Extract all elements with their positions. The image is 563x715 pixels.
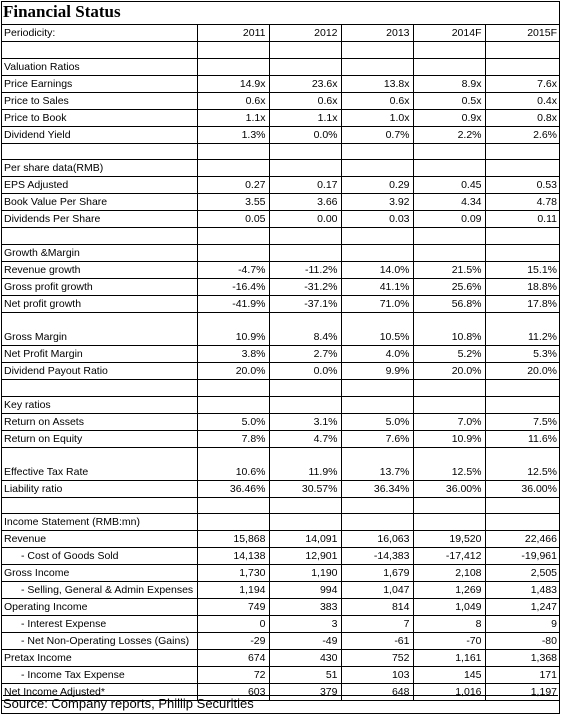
section-title: Key ratios [1,396,197,413]
row-value: 7.0% [413,413,485,430]
row-value: 20.0% [485,362,560,379]
row-value: -19,961 [485,548,560,565]
row-label: Net Profit Margin [1,345,197,362]
row-value: 3.66 [269,194,341,211]
row-value: 7.8% [197,430,269,447]
row-value: 36.00% [413,480,485,497]
row-value: 674 [197,650,269,667]
spacer-row [1,228,560,245]
row-value: 72 [197,667,269,684]
table-row [1,261,560,278]
row-value: 13.8x [341,75,413,92]
row-label: Return on Equity [1,430,197,447]
table-row [1,531,560,548]
row-value: 1,730 [197,565,269,582]
row-value: 4.7% [269,430,341,447]
spacer-row [1,42,560,59]
row-value: 9.9% [341,362,413,379]
table-row [1,413,560,430]
spacer-row [1,312,560,329]
row-label: Liability ratio [1,480,197,497]
row-value: 4.78 [485,194,560,211]
row-value: 10.9% [197,329,269,346]
row-value: -49 [269,633,341,650]
table-row [1,464,560,481]
row-value: 8.4% [269,329,341,346]
row-value: 0 [197,616,269,633]
row-value: 4.0% [341,345,413,362]
row-value: 0.53 [485,177,560,194]
row-label: Net profit growth [1,295,197,312]
row-value: 36.00% [485,480,560,497]
row-value: 14,091 [269,531,341,548]
row-value: 1,161 [413,650,485,667]
table-row [1,633,560,650]
row-value: 0.6x [197,92,269,109]
row-label: - Income Tax Expense [1,667,197,684]
row-value: 10.5% [341,329,413,346]
row-value: -17,412 [413,548,485,565]
row-value: -4.7% [197,261,269,278]
row-value: 12,901 [269,548,341,565]
row-label: Return on Assets [1,413,197,430]
table-row [1,480,560,497]
table-row [1,548,560,565]
table-row [1,565,560,582]
section-header-row [1,244,560,261]
row-value: 814 [341,599,413,616]
row-value: 5.0% [341,413,413,430]
row-value: 2.6% [485,126,560,143]
table-row [1,75,560,92]
row-value: -70 [413,633,485,650]
row-label: Revenue growth [1,261,197,278]
row-value: 1,190 [269,565,341,582]
row-value: 0.6x [341,92,413,109]
year-header: 2015F [485,25,560,42]
row-value: 22,466 [485,531,560,548]
row-value: 19,520 [413,531,485,548]
row-value: 0.0% [269,362,341,379]
row-label: Pretax Income [1,650,197,667]
section-header-row [1,514,560,531]
row-value: 36.34% [341,480,413,497]
row-value: 0.11 [485,211,560,228]
spacer-row [1,379,560,396]
row-value: 379 [269,684,341,701]
row-value: 10.9% [413,430,485,447]
row-value: -37.1% [269,295,341,312]
row-label: - Net Non-Operating Losses (Gains) [1,633,197,650]
year-header: 2011 [197,25,269,42]
row-value: 0.7% [341,126,413,143]
table-row [1,194,560,211]
row-value: 383 [269,599,341,616]
spacer-row [1,447,560,464]
table-row [1,177,560,194]
row-value: 1,016 [413,684,485,701]
section-title: Per share data(RMB) [1,160,197,177]
row-value: 2.7% [269,345,341,362]
header-row [1,25,560,42]
spacer-row [1,143,560,160]
row-value: 3.55 [197,194,269,211]
row-label: Gross profit growth [1,278,197,295]
row-value: 15.1% [485,261,560,278]
row-value: 1,047 [341,582,413,599]
row-label: Price Earnings [1,75,197,92]
row-value: 11.6% [485,430,560,447]
row-value: -80 [485,633,560,650]
row-value: 0.5x [413,92,485,109]
row-value: 8 [413,616,485,633]
table-row [1,295,560,312]
row-value: 2,505 [485,565,560,582]
row-value: 9 [485,616,560,633]
row-value: 12.5% [413,464,485,481]
row-value: 1.1x [269,109,341,126]
table-row [1,616,560,633]
row-value: 5.2% [413,345,485,362]
section-title: Valuation Ratios [1,58,197,75]
row-value: 0.4x [485,92,560,109]
row-label: Revenue [1,531,197,548]
table-row [1,582,560,599]
table-row [1,430,560,447]
table-row [1,329,560,346]
section-header-row [1,396,560,413]
row-value: 3.1% [269,413,341,430]
row-label: Effective Tax Rate [1,464,197,481]
table-row [1,126,560,143]
row-value: 5.0% [197,413,269,430]
row-value: 1,197 [485,684,560,701]
row-label: Price to Book [1,109,197,126]
row-value: 3.8% [197,345,269,362]
row-label: Dividend Payout Ratio [1,362,197,379]
table-row [1,599,560,616]
row-value: 2,108 [413,565,485,582]
row-value: 1,049 [413,599,485,616]
row-value: 0.05 [197,211,269,228]
row-value: 3 [269,616,341,633]
row-value: 51 [269,667,341,684]
row-value: 749 [197,599,269,616]
row-label: Gross Income [1,565,197,582]
row-value: 7.6x [485,75,560,92]
row-value: 0.8x [485,109,560,126]
row-value: -14,383 [341,548,413,565]
table-row [1,667,560,684]
row-value: -41.9% [197,295,269,312]
row-value: 17.8% [485,295,560,312]
row-value: 20.0% [197,362,269,379]
row-label: Dividends Per Share [1,211,197,228]
financial-status-table [1,24,560,701]
row-value: 1,368 [485,650,560,667]
row-value: 7 [341,616,413,633]
row-label: Book Value Per Share [1,194,197,211]
table-row [1,92,560,109]
row-value: 15,868 [197,531,269,548]
row-value: 41.1% [341,278,413,295]
row-value: 1,483 [485,582,560,599]
row-value: 648 [341,684,413,701]
row-value: 5.3% [485,345,560,362]
periodicity-label: Periodicity: [1,25,197,42]
spacer-row [1,497,560,514]
row-value: 1,679 [341,565,413,582]
section-title: Growth &Margin [1,244,197,261]
section-header-row [1,58,560,75]
row-value: 1,194 [197,582,269,599]
year-header: 2014F [413,25,485,42]
row-value: 2.2% [413,126,485,143]
row-label: Dividend Yield [1,126,197,143]
row-value: 7.5% [485,413,560,430]
row-label: Operating Income [1,599,197,616]
year-header: 2012 [269,25,341,42]
row-value: 16,063 [341,531,413,548]
year-header: 2013 [341,25,413,42]
row-value: 21.5% [413,261,485,278]
row-value: 1,269 [413,582,485,599]
row-value: 8.9x [413,75,485,92]
row-value: 0.09 [413,211,485,228]
row-value: 1.0x [341,109,413,126]
row-value: -61 [341,633,413,650]
row-value: 994 [269,582,341,599]
row-value: 0.9x [413,109,485,126]
row-label: EPS Adjusted [1,177,197,194]
row-value: 0.00 [269,211,341,228]
table-row [1,109,560,126]
row-value: 11.9% [269,464,341,481]
row-value: 13.7% [341,464,413,481]
row-label: Gross Margin [1,329,197,346]
row-value: 71.0% [341,295,413,312]
row-value: 14,138 [197,548,269,565]
row-label: - Cost of Goods Sold [1,548,197,565]
row-label: - Interest Expense [1,616,197,633]
report-title: Financial Status [3,2,121,21]
row-value: 23.6x [269,75,341,92]
row-value: 56.8% [413,295,485,312]
row-value: -16.4% [197,278,269,295]
row-label: Net Income Adjusted* [1,684,197,701]
row-value: 25.6% [413,278,485,295]
row-value: 14.0% [341,261,413,278]
row-label: - Selling, General & Admin Expenses [1,582,197,599]
row-value: 10.8% [413,329,485,346]
table-row [1,362,560,379]
row-value: 0.45 [413,177,485,194]
row-value: 12.5% [485,464,560,481]
table-row [1,345,560,362]
row-value: 0.0% [269,126,341,143]
row-value: -11.2% [269,261,341,278]
row-value: 4.34 [413,194,485,211]
table-row [1,278,560,295]
section-header-row [1,160,560,177]
row-value: 36.46% [197,480,269,497]
section-title: Income Statement (RMB:mn) [1,514,197,531]
row-value: 30.57% [269,480,341,497]
row-value: 0.6x [269,92,341,109]
row-value: 1,247 [485,599,560,616]
row-value: 430 [269,650,341,667]
row-value: 0.29 [341,177,413,194]
table-row [1,650,560,667]
row-value: 11.2% [485,329,560,346]
row-value: 171 [485,667,560,684]
row-value: -29 [197,633,269,650]
row-value: 18.8% [485,278,560,295]
row-value: 1.3% [197,126,269,143]
row-value: -31.2% [269,278,341,295]
row-value: 752 [341,650,413,667]
row-value: 3.92 [341,194,413,211]
row-value: 1.1x [197,109,269,126]
row-value: 0.27 [197,177,269,194]
table-row [1,211,560,228]
row-value: 103 [341,667,413,684]
row-value: 20.0% [413,362,485,379]
row-value: 14.9x [197,75,269,92]
row-value: 0.03 [341,211,413,228]
row-value: 145 [413,667,485,684]
source-note: Source: Company reports, Phillip Securities [3,695,558,712]
row-value: 0.17 [269,177,341,194]
row-value: 10.6% [197,464,269,481]
row-value: 603 [197,684,269,701]
row-label: Price to Sales [1,92,197,109]
row-value: 7.6% [341,430,413,447]
